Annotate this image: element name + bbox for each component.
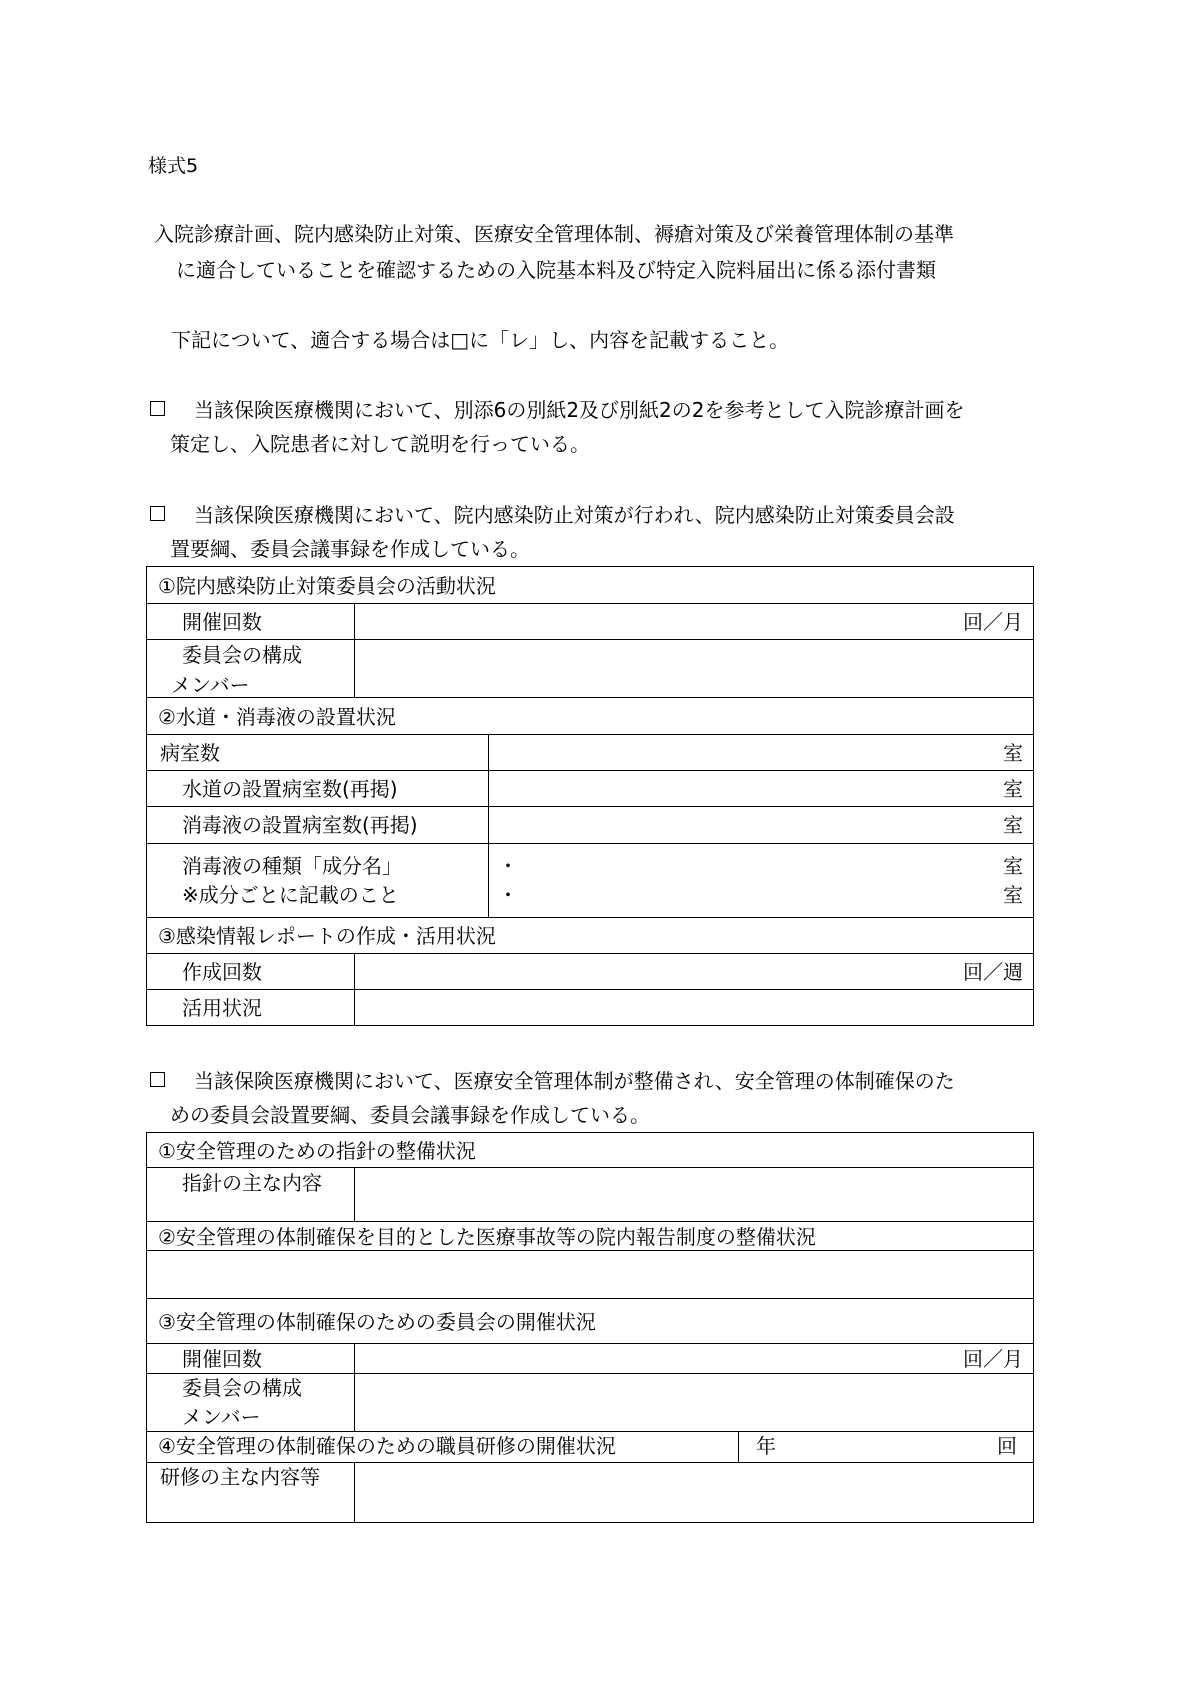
checkbox-safety-management[interactable] bbox=[150, 1072, 165, 1087]
t1-suido-unit: 室 bbox=[1003, 777, 1023, 801]
t1-katsuyo-label: 活用状況 bbox=[182, 996, 262, 1020]
t2-member-label-1: 委員会の構成 bbox=[182, 1376, 302, 1400]
t1-kaisai-label: 開催回数 bbox=[182, 610, 262, 634]
instruction-text: 下記について、適合する場合は□に「レ」し、内容を記載すること。 bbox=[171, 328, 790, 352]
t2-kaisai-label: 開催回数 bbox=[182, 1347, 262, 1371]
check3-line1: 当該保険医療機関において、医療安全管理体制が整備され、安全管理の体制確保のた bbox=[194, 1069, 955, 1093]
form-number: 様式5 bbox=[148, 155, 199, 177]
t1-shurui-bullet-2: ・ bbox=[498, 883, 518, 907]
checkbox-infection-control[interactable] bbox=[150, 506, 165, 521]
t2-kaisai-unit: 回／月 bbox=[963, 1347, 1023, 1371]
t1-sakusei-label: 作成回数 bbox=[182, 960, 262, 984]
t1-section1-title: ①院内感染防止対策委員会の活動状況 bbox=[158, 574, 496, 598]
t1-section3-title: ③感染情報レポートの作成・活用状況 bbox=[158, 924, 496, 948]
t1-shurui-label-1: 消毒液の種類「成分名」 bbox=[182, 854, 402, 878]
t2-kenshu-label: 研修の主な内容等 bbox=[160, 1465, 320, 1489]
t1-shurui-unit-1: 室 bbox=[1003, 854, 1023, 878]
check1-line2: 策定し、入院患者に対して説明を行っている。 bbox=[170, 432, 590, 456]
t1-shodoku-unit: 室 bbox=[1003, 813, 1023, 837]
t1-kaisai-unit: 回／月 bbox=[963, 610, 1023, 634]
check3-line2: めの委員会設置要綱、委員会議事録を作成している。 bbox=[170, 1103, 650, 1127]
check2-line1: 当該保険医療機関において、院内感染防止対策が行われ、院内感染防止対策委員会設 bbox=[194, 503, 955, 527]
document-title-line2: に適合していることを確認するための入院基本料及び特定入院料届出に係る添付書類 bbox=[176, 258, 936, 282]
t1-suido-label: 水道の設置病室数(再掲) bbox=[182, 777, 398, 801]
t1-member-input[interactable] bbox=[360, 641, 1022, 695]
t1-section2-title: ②水道・消毒液の設置状況 bbox=[158, 705, 396, 729]
document-title-line1: 入院診療計画、院内感染防止対策、医療安全管理体制、褥瘡対策及び栄養管理体制の基準 bbox=[154, 222, 954, 246]
checkbox-care-plan[interactable] bbox=[150, 401, 165, 416]
t2-shishin-input[interactable] bbox=[360, 1169, 1022, 1219]
t2-shishin-label: 指針の主な内容 bbox=[182, 1171, 322, 1195]
t2-member-label-2: メンバー bbox=[182, 1405, 261, 1429]
t2-section1-title: ①安全管理のための指針の整備状況 bbox=[158, 1139, 476, 1163]
t2-section3-title: ③安全管理の体制確保のための委員会の開催状況 bbox=[158, 1310, 596, 1334]
t1-shodoku-label: 消毒液の設置病室数(再掲) bbox=[182, 813, 418, 837]
t2-kenshu-input[interactable] bbox=[360, 1464, 1022, 1521]
check1-line1: 当該保険医療機関において、別添6の別紙2及び別紙2の2を参考として入院診療計画を bbox=[194, 398, 965, 422]
t1-shurui-label-2: ※成分ごとに記載のこと bbox=[182, 883, 399, 907]
t1-member-label-2: メンバー bbox=[171, 673, 250, 697]
t1-byoshitsu-label: 病室数 bbox=[160, 741, 220, 765]
check2-line2: 置要綱、委員会議事録を作成している。 bbox=[170, 537, 530, 561]
t1-byoshitsu-unit: 室 bbox=[1003, 741, 1023, 765]
t2-section2-title: ②安全管理の体制確保を目的とした医療事故等の院内報告制度の整備状況 bbox=[158, 1225, 816, 1249]
t2-times-label: 回 bbox=[997, 1434, 1017, 1458]
t2-section2-input[interactable] bbox=[150, 1252, 1030, 1296]
t2-section4-title: ④安全管理の体制確保のための職員研修の開催状況 bbox=[158, 1434, 616, 1458]
t1-sakusei-unit: 回／週 bbox=[963, 960, 1023, 984]
t1-kaisai-input[interactable] bbox=[360, 605, 1022, 637]
t1-shurui-bullet-1: ・ bbox=[498, 854, 518, 878]
t2-year-label: 年 bbox=[756, 1434, 776, 1458]
t1-shurui-unit-2: 室 bbox=[1003, 883, 1023, 907]
t1-member-label-1: 委員会の構成 bbox=[182, 643, 302, 667]
t2-member-input[interactable] bbox=[360, 1375, 1022, 1429]
